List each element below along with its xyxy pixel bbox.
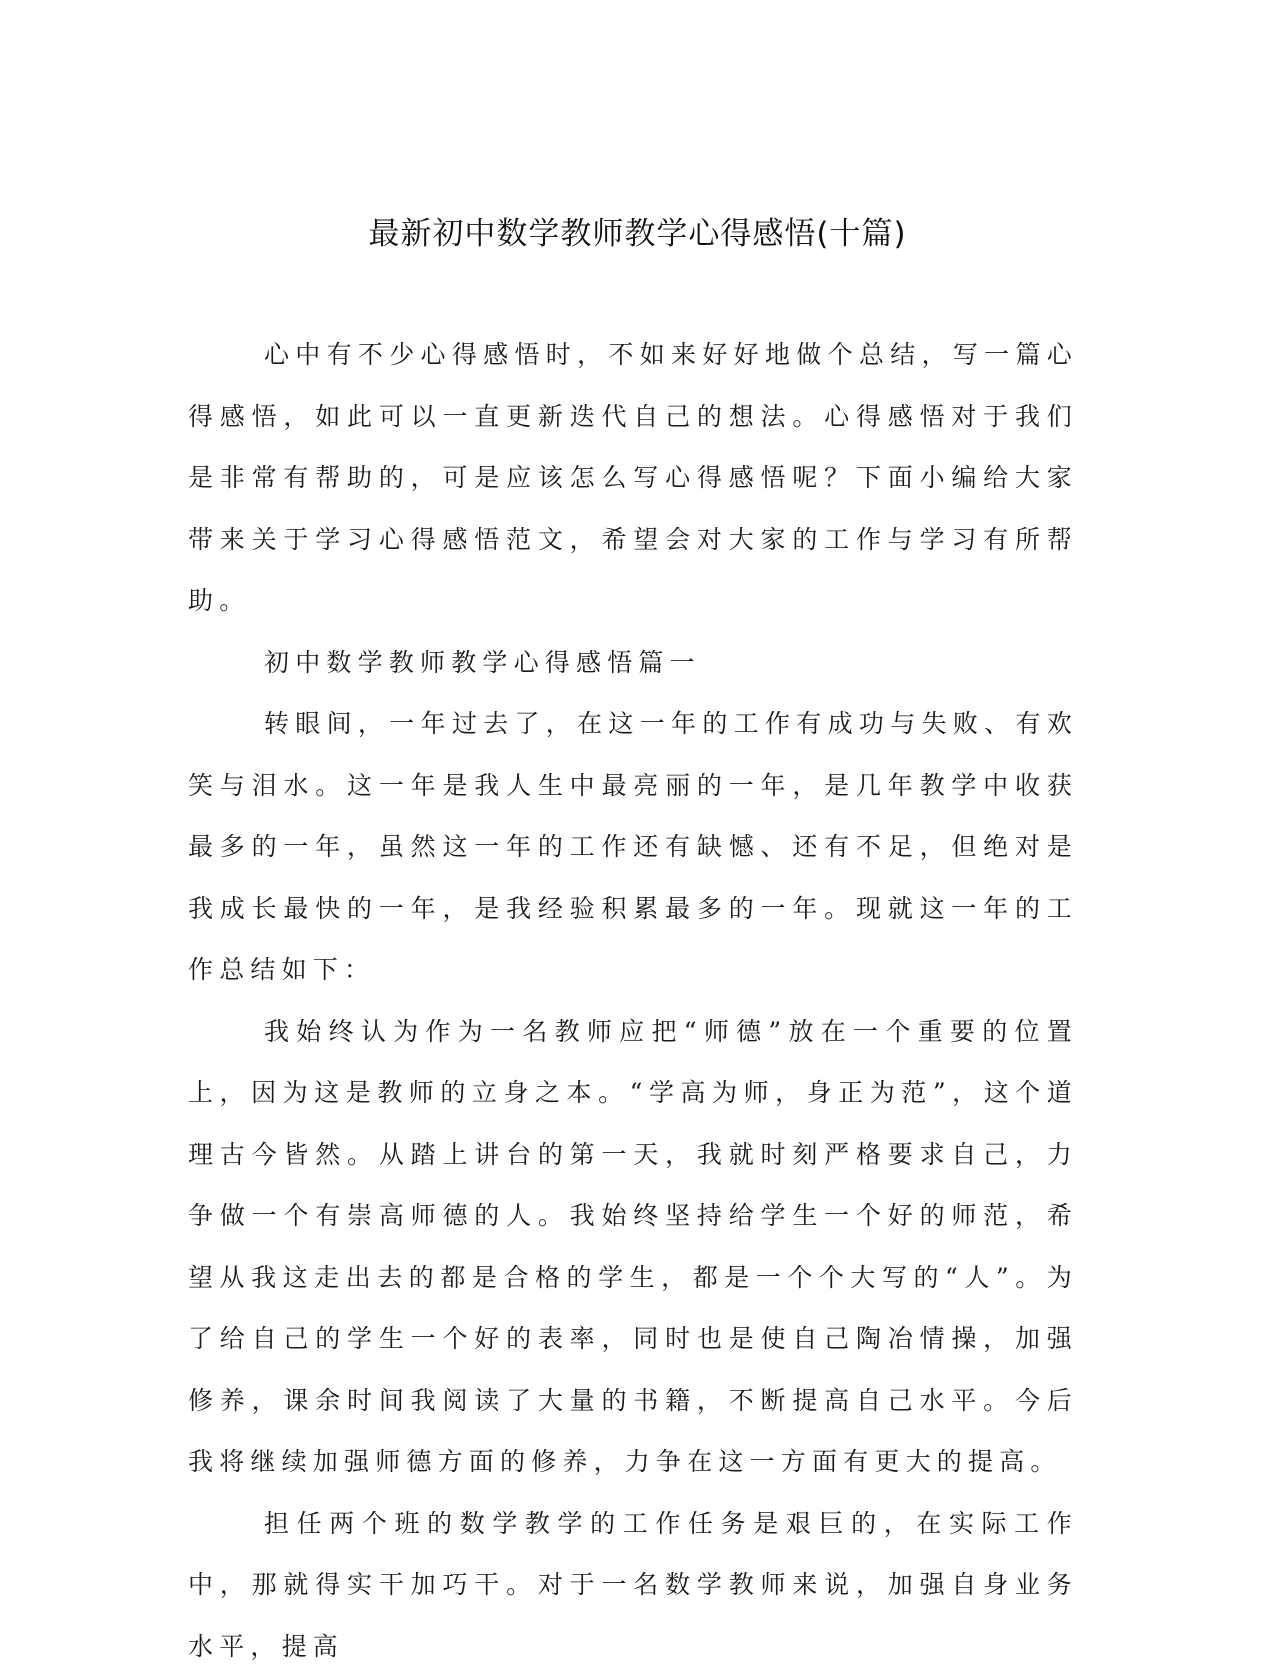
body-paragraph: 担任两个班的数学教学的工作任务是艰巨的，在实际工作中，那就得实干加巧干。对于一名数学教师来说，加强自身业务水平，提高 xyxy=(188,1493,1078,1677)
intro-paragraph: 心中有不少心得感悟时，不如来好好地做个总结，写一篇心得感悟，如此可以一直更新迭代自己的想法。心得感悟对于我们是非常有帮助的，可是应该怎么写心得感悟呢？下面小编给大家带来关于学习心得感悟范文，希望会对大家的工作与学习有所帮助。 xyxy=(188,324,1078,632)
document-body xyxy=(188,324,1078,1677)
body-paragraph: 我始终认为作为一名教师应把“师德”放在一个重要的位置上，因为这是教师的立身之本。“学高为师，身正为范”，这个道理古今皆然。从踏上讲台的第一天，我就时刻严格要求自己，力争做一个有崇高师德的人。我始终坚持给学生一个好的师范，希望从我这走出去的都是合格的学生，都是一个个大写的“人”。为了给自己的学生一个好的表率，同时也是使自己陶冶情操，加强修养，课余时间我阅读了大量的书籍，不断提高自己水平。今后我将继续加强师德方面的修养，力争在这一方面有更大的提高。 xyxy=(188,1001,1078,1493)
body-paragraph: 转眼间，一年过去了，在这一年的工作有成功与失败、有欢笑与泪水。这一年是我人生中最亮丽的一年，是几年教学中收获最多的一年，虽然这一年的工作还有缺憾、还有不足，但绝对是我成长最快的一年，是我经验积累最多的一年。现就这一年的工作总结如下： xyxy=(188,693,1078,1001)
section-heading: 初中数学教师教学心得感悟篇一 xyxy=(188,632,1078,694)
document-title: 最新初中数学教师教学心得感悟(十篇) xyxy=(0,210,1275,258)
